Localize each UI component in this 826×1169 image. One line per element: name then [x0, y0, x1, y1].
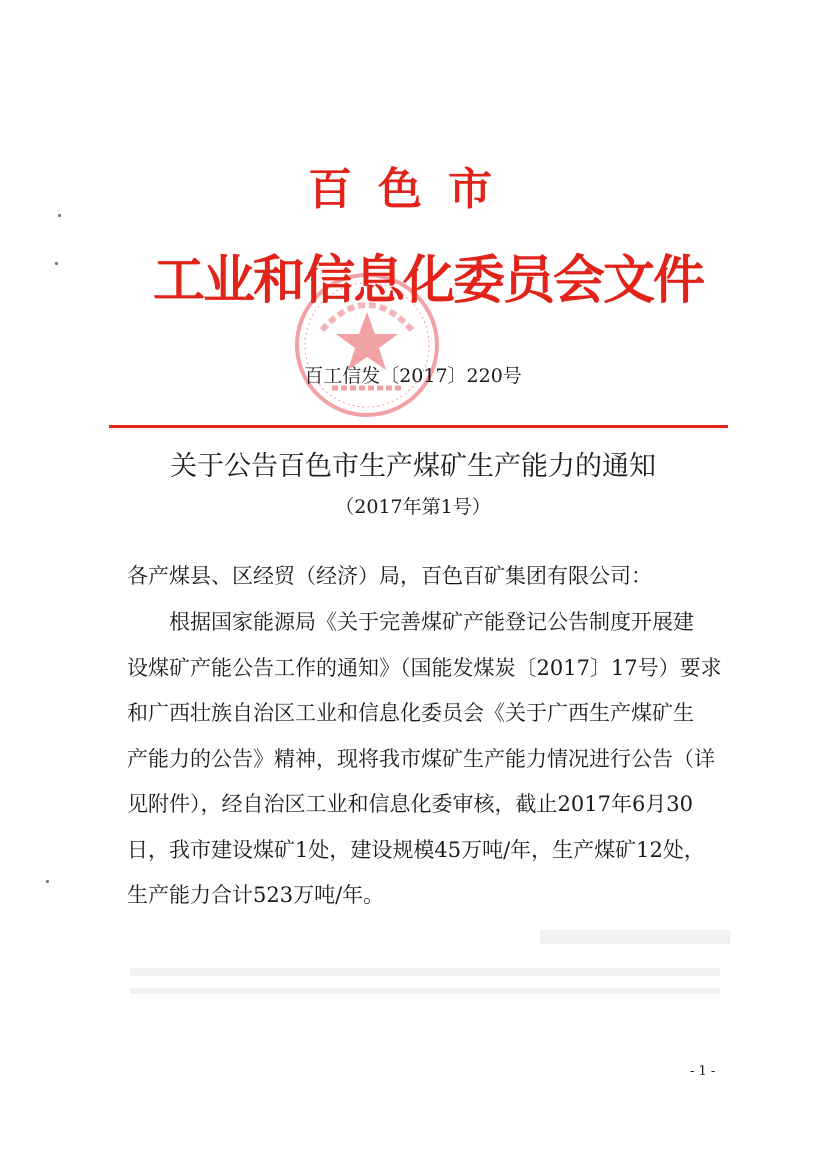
document-number: 百工信发〔2017〕220号	[304, 365, 522, 387]
bleed-through-mark	[540, 930, 730, 944]
body-line: 产能力的公告》精神，现将我市煤矿生产能力情况进行公告（详	[127, 746, 715, 771]
body-line: 设煤矿产能公告工作的通知》（国能发煤炭〔2017〕17号）要求	[127, 655, 722, 680]
red-divider	[109, 425, 728, 428]
salutation: 各产煤县、区经贸（经济）局，百色百矿集团有限公司：	[127, 564, 652, 588]
scan-speck	[46, 880, 49, 883]
body-line: 日，我市建设煤矿1处，建设规模45万吨/年，生产煤矿12处，	[127, 837, 705, 862]
page-number: - 1 -	[690, 1064, 716, 1079]
document-title: 关于公告百色市生产煤矿生产能力的通知	[170, 451, 656, 482]
bleed-through-mark	[130, 968, 720, 976]
bleed-through-mark	[130, 988, 720, 994]
scan-speck	[55, 262, 58, 265]
body-line: 和广西壮族自治区工业和信息化委员会《关于广西生产煤矿生	[127, 701, 694, 725]
document-subtitle: （2017年第1号）	[335, 496, 491, 518]
issuer-organization: 工业和信息化委员会文件	[152, 251, 703, 311]
body-line: 生产能力合计523万吨/年。	[127, 883, 385, 907]
issuer-city: 百色市	[308, 164, 518, 215]
body-line: 见附件），经自治区工业和信息化委审核，截止2017年6月30	[127, 792, 694, 816]
body-paragraph	[127, 600, 727, 919]
body-line: 根据国家能源局《关于完善煤矿产能登记公告制度开展建	[169, 610, 694, 634]
